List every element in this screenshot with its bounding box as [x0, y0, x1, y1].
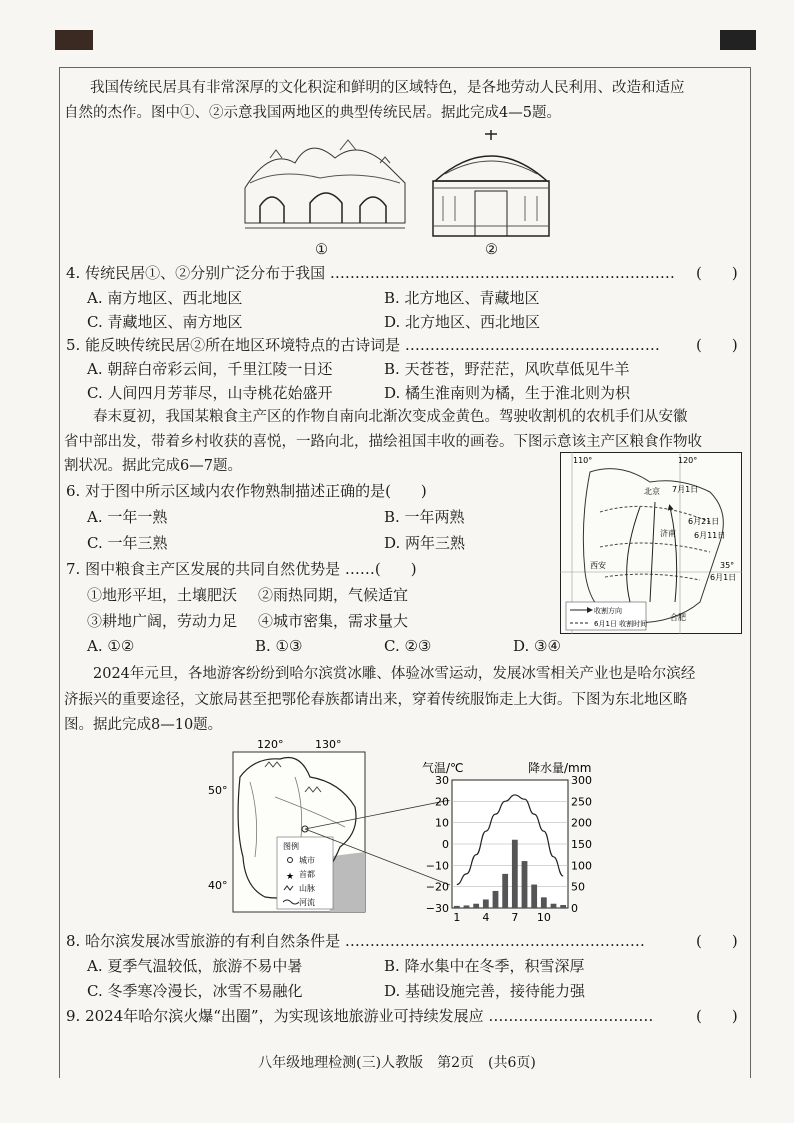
- q6-option-d[interactable]: D. 两年三熟: [384, 534, 466, 552]
- harvest-city-beijing: 北京: [644, 487, 660, 496]
- house-2-label: ②: [485, 242, 498, 258]
- precip-tick-label: 300: [571, 774, 592, 787]
- passage3-line-1: 2024年元旦，各地游客纷纷到哈尔滨赏冰雕、体验冰雪运动，发展冰雪相关产业也是哈尔滨经: [93, 666, 696, 682]
- precip-bar: [454, 906, 460, 908]
- q4-option-b[interactable]: B. 北方地区、青藏地区: [384, 289, 540, 307]
- harvest-map: [560, 452, 742, 634]
- harvest-legend-direction: 收割方向: [594, 607, 622, 615]
- harvest-lon-110: 110°: [573, 456, 593, 465]
- harvest-city-hefei: 合肥: [670, 613, 686, 622]
- month-tick-label: 4: [482, 911, 490, 924]
- passage2-line-2: 省中部出发，带着乡村收获的喜悦，一路向北，描绘祖国丰收的画卷。下图示意该主产区粮食作物收: [64, 434, 702, 450]
- q8-option-d[interactable]: D. 基础设施完善，接待能力强: [384, 982, 586, 1000]
- passage3-line-3: 图。据此完成8—10题。: [64, 717, 223, 733]
- temp-tick-label: 0: [442, 838, 449, 851]
- passage3-line-2: 济振兴的重要途径，文旅局甚至把鄂伦春族都请出来，穿着传统服饰走上大街。下图为东北地区略: [64, 692, 688, 708]
- q9-answer-paren[interactable]: ( ): [696, 1007, 738, 1025]
- intro-line-1: 我国传统民居具有非常深厚的文化积淀和鲜明的区域特色，是各地劳动人民利用、改造和适应: [90, 80, 685, 96]
- precip-bar: [522, 861, 528, 908]
- precip-tick-label: 50: [571, 880, 585, 894]
- ne-legend-city: 城市: [299, 856, 315, 865]
- ne-legend-title: 图例: [283, 842, 299, 851]
- chart-precip-axis-label: 降水量/mm: [528, 761, 592, 775]
- precip-bar: [473, 904, 479, 908]
- month-tick-label: 1: [453, 911, 461, 924]
- temp-tick-label: 10: [435, 816, 449, 830]
- q9-stem: 9. 2024年哈尔滨火爆“出圈”，为实现该地旅游业可持续发展应 ……………………………: [66, 1007, 654, 1025]
- month-tick-label: 10: [536, 911, 551, 924]
- q5-option-c[interactable]: C. 人间四月芳菲尽，山寺桃花始盛开: [87, 384, 333, 402]
- temp-tick-label: 30: [435, 774, 449, 787]
- harvest-lat-35: 35°: [720, 561, 735, 570]
- harvest-date-jun1: 6月1日: [710, 573, 737, 582]
- corner-mark-left: [55, 30, 93, 50]
- precip-bar: [464, 905, 470, 908]
- q8-stem: 8. 哈尔滨发展冰雪旅游的有利自然条件是 ……………………………………………………: [66, 932, 645, 950]
- house-2-sketch: [425, 126, 557, 240]
- precip-tick-label: 200: [571, 816, 592, 830]
- q7-item-1: ①地形平坦，土壤肥沃: [87, 586, 238, 604]
- passage2-line-3: 割状况。据此完成6—7题。: [64, 458, 242, 474]
- corner-mark-right: [720, 30, 756, 50]
- q7-item-4: ④城市密集，需求量大: [258, 612, 409, 630]
- q4-option-a[interactable]: A. 南方地区、西北地区: [87, 289, 243, 307]
- ne-lat-50: 50°: [208, 784, 228, 797]
- harvest-date-jul1: 7月1日: [672, 485, 699, 494]
- q4-option-c[interactable]: C. 青藏地区、南方地区: [87, 313, 243, 331]
- precip-tick-label: 250: [571, 795, 592, 809]
- precip-bar: [483, 899, 489, 908]
- q5-option-b[interactable]: B. 天苍苍，野茫茫，风吹草低见牛羊: [384, 360, 630, 378]
- q4-stem: 4. 传统民居①、②分别广泛分布于我国 ……………………………………………………………: [66, 264, 675, 282]
- q6-stem: 6. 对于图中所示区域内农作物熟制描述正确的是( ): [66, 482, 427, 500]
- q5-answer-paren[interactable]: ( ): [696, 336, 738, 354]
- harvest-date-jun11: 6月11日: [694, 531, 726, 540]
- q6-option-a[interactable]: A. 一年一熟: [87, 508, 168, 526]
- q7-option-c[interactable]: C. ②③: [384, 637, 432, 655]
- harvest-city-jinan: 济南: [660, 529, 676, 538]
- page-footer: 八年级地理检测(三)人教版 第2页 (共6页): [258, 1055, 536, 1071]
- ne-legend-river: 河流: [299, 898, 315, 907]
- q8-option-b[interactable]: B. 降水集中在冬季，积雪深厚: [384, 957, 585, 975]
- q6-option-b[interactable]: B. 一年两熟: [384, 508, 465, 526]
- harvest-legend-time: 6月1日 收割时间: [594, 620, 648, 628]
- temp-tick-label: 20: [435, 795, 449, 809]
- precip-tick-label: 0: [571, 902, 578, 915]
- passage2-line-1: 春末夏初，我国某粮食主产区的作物自南向北渐次变成金黄色。驾驶收割机的农机手们从安徽: [93, 409, 688, 425]
- chart-temp-axis-label: 气温/℃: [422, 761, 464, 775]
- temp-tick-label: −20: [425, 880, 449, 894]
- ne-lat-40: 40°: [208, 879, 228, 892]
- q7-option-b[interactable]: B. ①③: [255, 637, 303, 655]
- precip-tick-label: 150: [571, 838, 592, 851]
- ne-legend-mountain: 山脉: [299, 884, 315, 893]
- precip-bar: [541, 897, 547, 908]
- q8-option-c[interactable]: C. 冬季寒冷漫长，冰雪不易融化: [87, 982, 303, 1000]
- precip-bar: [531, 885, 537, 908]
- harvest-lon-120: 120°: [678, 456, 698, 465]
- month-tick-label: 7: [511, 911, 519, 924]
- temp-tick-label: −10: [425, 859, 449, 873]
- ne-lon-120: 120°: [257, 738, 284, 751]
- precip-bar: [493, 891, 499, 908]
- precip-tick-label: 100: [571, 859, 592, 873]
- q5-stem: 5. 能反映传统民居②所在地区环境特点的古诗词是 ……………………………………………: [66, 336, 660, 354]
- q5-option-d[interactable]: D. 橘生淮南则为橘，生于淮北则为枳: [384, 384, 631, 402]
- intro-line-2: 自然的杰作。图中①、②示意我国两地区的典型传统民居。据此完成4—5题。: [64, 105, 561, 121]
- q8-option-a[interactable]: A. 夏季气温较低，旅游不易中暑: [87, 957, 303, 975]
- q4-option-d[interactable]: D. 北方地区、西北地区: [384, 313, 541, 331]
- harvest-date-jun21: 6月21日: [688, 517, 720, 526]
- q5-option-a[interactable]: A. 朝辞白帝彩云间，千里江陵一日还: [87, 360, 333, 378]
- q7-option-d[interactable]: D. ③④: [513, 637, 561, 655]
- q7-item-3: ③耕地广阔，劳动力足: [87, 612, 238, 630]
- q8-answer-paren[interactable]: ( ): [696, 932, 738, 950]
- q4-answer-paren[interactable]: ( ): [696, 264, 738, 282]
- house-1-label: ①: [315, 242, 328, 258]
- q7-option-a[interactable]: A. ①②: [87, 637, 135, 655]
- precip-bar: [512, 840, 518, 908]
- q7-stem: 7. 图中粮食主产区发展的共同自然优势是 ……( ): [66, 560, 417, 578]
- ne-legend-capital: 首都: [299, 870, 315, 879]
- precip-bar: [502, 874, 508, 908]
- precip-bar: [551, 904, 557, 908]
- harvest-city-xian: 西安: [590, 561, 606, 570]
- ne-lon-130: 130°: [315, 738, 342, 751]
- svg-text:★: ★: [286, 872, 295, 882]
- climate-chart: [420, 760, 620, 925]
- house-1-sketch: [240, 128, 410, 240]
- q6-option-c[interactable]: C. 一年三熟: [87, 534, 168, 552]
- q7-item-2: ②雨热同期，气候适宜: [258, 586, 409, 604]
- temp-tick-label: −30: [425, 902, 449, 915]
- precip-bar: [560, 905, 566, 908]
